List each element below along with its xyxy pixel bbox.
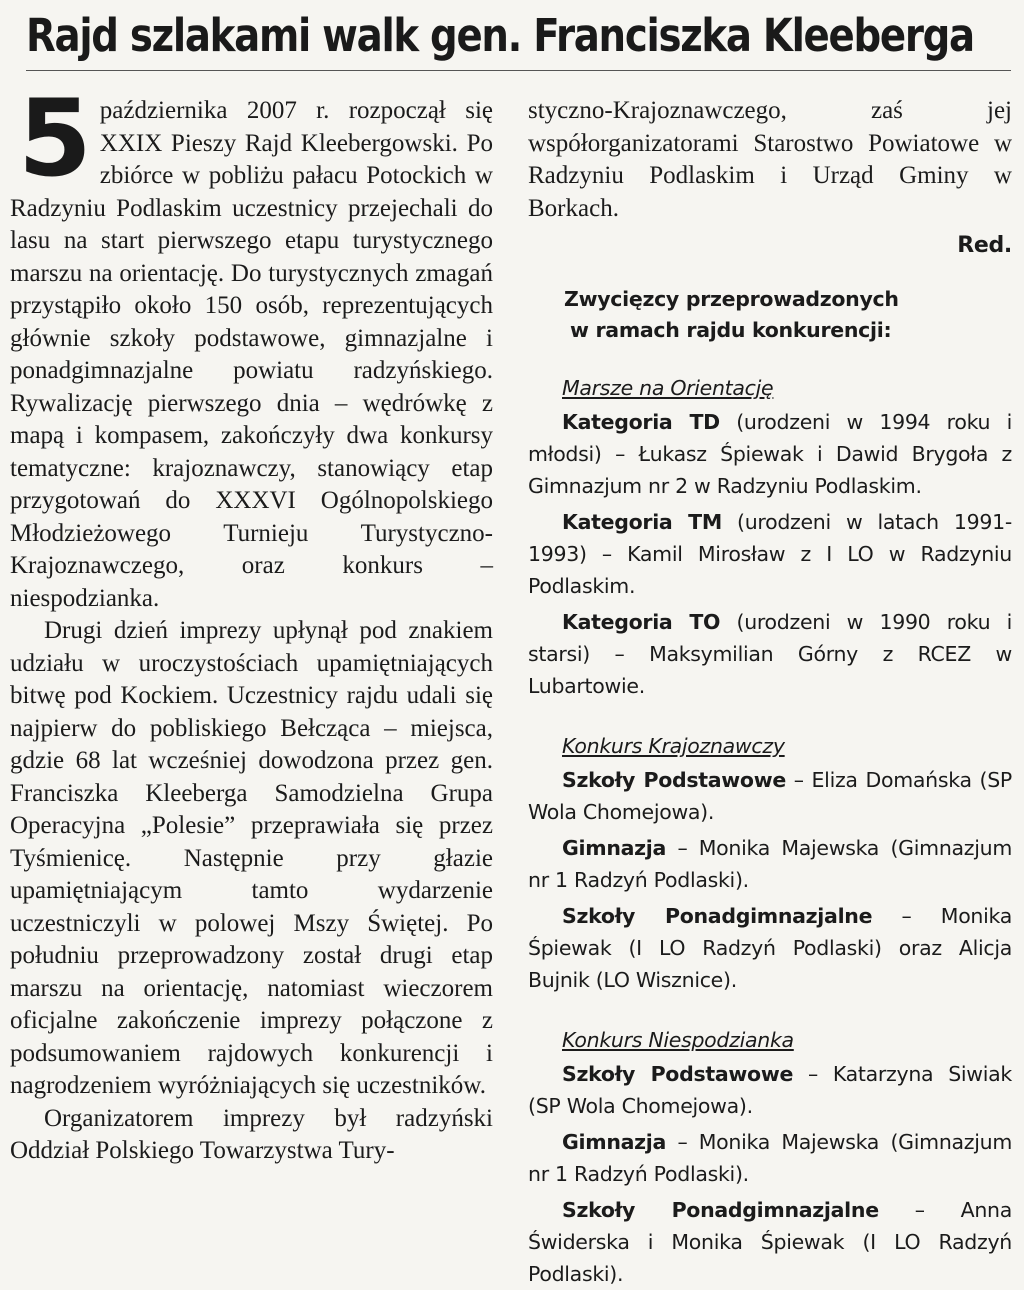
entry-kategoria-td bbox=[528, 406, 1012, 502]
article-title: Rajd szlakami walk gen. Franciszka Kleeberga bbox=[26, 9, 974, 62]
section-title-krajoznawczy: Konkurs Krajoznawczy bbox=[562, 734, 785, 758]
entry-label: Szkoły Ponadgimnazjalne bbox=[562, 904, 873, 928]
entry-text: – Eliza Domańska (SP Wola Chomejowa). bbox=[528, 768, 1012, 824]
entry-label: Kategoria TM bbox=[562, 510, 722, 534]
entry-label: Szkoły Podstawowe bbox=[562, 1062, 794, 1086]
entry-text: – Monika Śpiewak (I LO Radzyń Podlaski) oraz Alicja Bujnik (LO Wisznice). bbox=[528, 904, 1012, 992]
section-title-niespodzianka: Konkurs Niespodzianka bbox=[562, 1028, 794, 1052]
entry-label: Gimnazja bbox=[562, 1130, 667, 1154]
entry-text: – Katarzyna Siwiak (SP Wola Chomejowa). bbox=[528, 1062, 1012, 1118]
entry-text: – Monika Majewska (Gimnazjum nr 1 Radzyń Podlaski). bbox=[528, 836, 1012, 892]
results-heading-line-2: w ramach rajdu konkurencji: bbox=[570, 318, 892, 342]
paragraph-1 bbox=[10, 77, 493, 615]
entry-label: Szkoły Podstawowe bbox=[562, 768, 786, 792]
entry-text: (urodzeni w 1990 roku i starsi) – Maksymilian Górny z RCEZ w Lubartowie. bbox=[528, 610, 1012, 698]
entry-kategoria-to bbox=[528, 606, 1012, 702]
entry-label: Szkoły Ponadgimnazjalne bbox=[562, 1198, 879, 1222]
right-column bbox=[528, 95, 1012, 1290]
paragraph-3-continuation: styczno-Krajoznawczego, zaś jej współorganizatorami Starostwo Powiatowe w Radzyniu Podlaskim i Urząd Gminy w Borkach. bbox=[528, 97, 1012, 222]
signature: Red. bbox=[957, 233, 1012, 258]
entry-text: – Monika Majewska (Gimnazjum nr 1 Radzyń Podlaski). bbox=[528, 1130, 1012, 1186]
entry-label: Kategoria TO bbox=[562, 610, 721, 634]
entry-text: (urodzeni w latach 1991-1993) – Kamil Mirosław z I LO w Radzyniu Podlaskim. bbox=[528, 510, 1012, 598]
paragraph-1-text: października 2007 r. rozpoczął się XXIX Pieszy Rajd Kleebergowski. Po zbiórce w pobliżu pałacu Potockich w Radzyniu Podlaskim uczestnicy przejechali do lasu na start pierwszego etapu turystycznego marszu na orientację. Do turystycznych zmagań przystąpiło około 150 osób, reprezentujących głównie szkoły podstawowe, gimnazjalne i ponadgimnazjalne powiatu radzyńskiego. Rywalizację pierwszego dnia – wędrówkę z mapą i kompasem, zakończyły dwa konkursy tematyczne: krajoznawczy, stanowiący etap przygotowań do XXXVI Ogólnopolskiego Młodzieżowego Turnieju Turystyczno-Krajoznawczego, oraz konkurs – niespodzianka. bbox=[10, 97, 493, 612]
entry-krajoznawczy-gim bbox=[528, 832, 1012, 896]
paragraph-3: Organizatorem imprezy był radzyński Oddział Polskiego Towarzystwa Tury- bbox=[10, 1104, 493, 1164]
entry-kategoria-tm bbox=[528, 506, 1012, 602]
entry-text: – Anna Świderska i Monika Śpiewak (I LO Radzyń Podlaski). bbox=[528, 1198, 1012, 1286]
title-divider bbox=[26, 70, 1011, 71]
results-heading bbox=[564, 284, 1012, 346]
entry-niespodzianka-gim bbox=[528, 1126, 1012, 1190]
results-heading-line-1: Zwycięzcy przeprowadzonych bbox=[564, 287, 899, 311]
entry-niespodzianka-ponad bbox=[528, 1194, 1012, 1290]
paragraph-2: Drugi dzień imprezy upłynął pod znakiem udziału w uroczystościach upamiętniających bitwę pod Kockiem. Uczestnicy rajdu udali się najpierw do pobliskiego Bełcząca – miejsca, gdzie 68 lat wcześniej dowodzona przez gen. Franciszka Kleeberga Samodzielna Grupa Operacyjna „Polesie” przeprawiała się przez Tyśmienicę. Następnie przy głazie upamiętniającym tamto wydarzenie uczestniczyli w polowej Mszy Świętej. Po południu przeprowadzony został drugi etap marszu na orientację, natomiast wieczorem oficjalne zakończenie imprezy połączone z podsumowaniem rajdowych konkurencji i nagrodzeniem wyróżniających się uczestników. bbox=[10, 617, 493, 1099]
entry-label: Gimnazja bbox=[562, 836, 667, 860]
left-column bbox=[10, 77, 493, 1168]
entry-niespodzianka-sp bbox=[528, 1058, 1012, 1122]
entry-label: Kategoria TD bbox=[562, 410, 720, 434]
entry-krajoznawczy-ponad bbox=[528, 900, 1012, 996]
drop-cap: 5 bbox=[18, 77, 92, 200]
section-title-marsze: Marsze na Orientację bbox=[562, 376, 774, 400]
entry-krajoznawczy-sp bbox=[528, 764, 1012, 828]
entry-text: (urodzeni w 1994 roku i młodsi) – Łukasz Śpiewak i Dawid Brygoła z Gimnazjum nr 2 w Radzyniu Podlaskim. bbox=[528, 410, 1012, 498]
